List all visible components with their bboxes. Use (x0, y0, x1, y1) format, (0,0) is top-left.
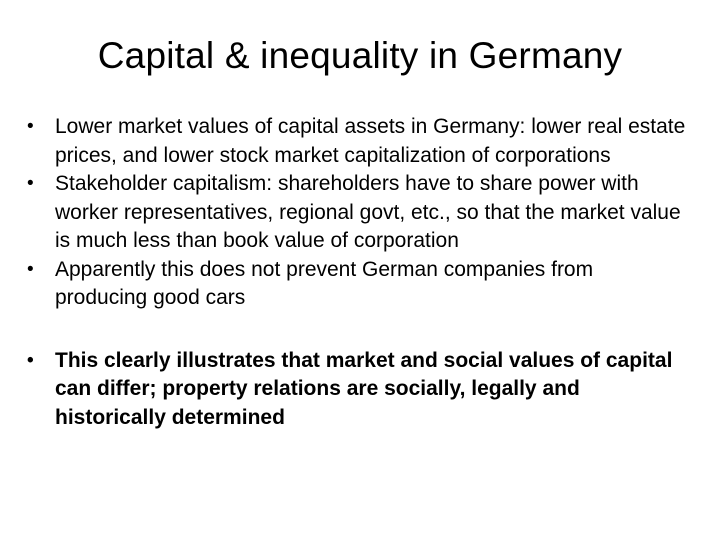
bullet-icon: • (27, 258, 34, 280)
bullet-item (25, 256, 690, 313)
bullet-icon: • (27, 349, 34, 371)
bullet-list (25, 113, 690, 432)
bullet-icon: • (27, 173, 34, 194)
bullet-item (25, 170, 690, 256)
bullet-text: Apparently this does not prevent German companies from producing good cars (55, 257, 594, 309)
bullet-text: Stakeholder capitalism: shareholders have to share power with worker representatives, regional govt, etc., so that the market value is much less than book value of corporation (55, 172, 681, 252)
bullet-icon: • (27, 116, 34, 137)
bullet-item (25, 113, 690, 170)
emphasis-bullet-text: This clearly illustrates that market and social values of capital can differ; property relations are socially, legally and historically determined (55, 348, 673, 429)
bullet-text: Lower market values of capital assets in Germany: lower real estate prices, and lower stock market capitalization of corporations (55, 115, 686, 167)
slide-title: Capital & inequality in Germany (97, 35, 623, 76)
emphasis-bullet-item (25, 347, 690, 433)
